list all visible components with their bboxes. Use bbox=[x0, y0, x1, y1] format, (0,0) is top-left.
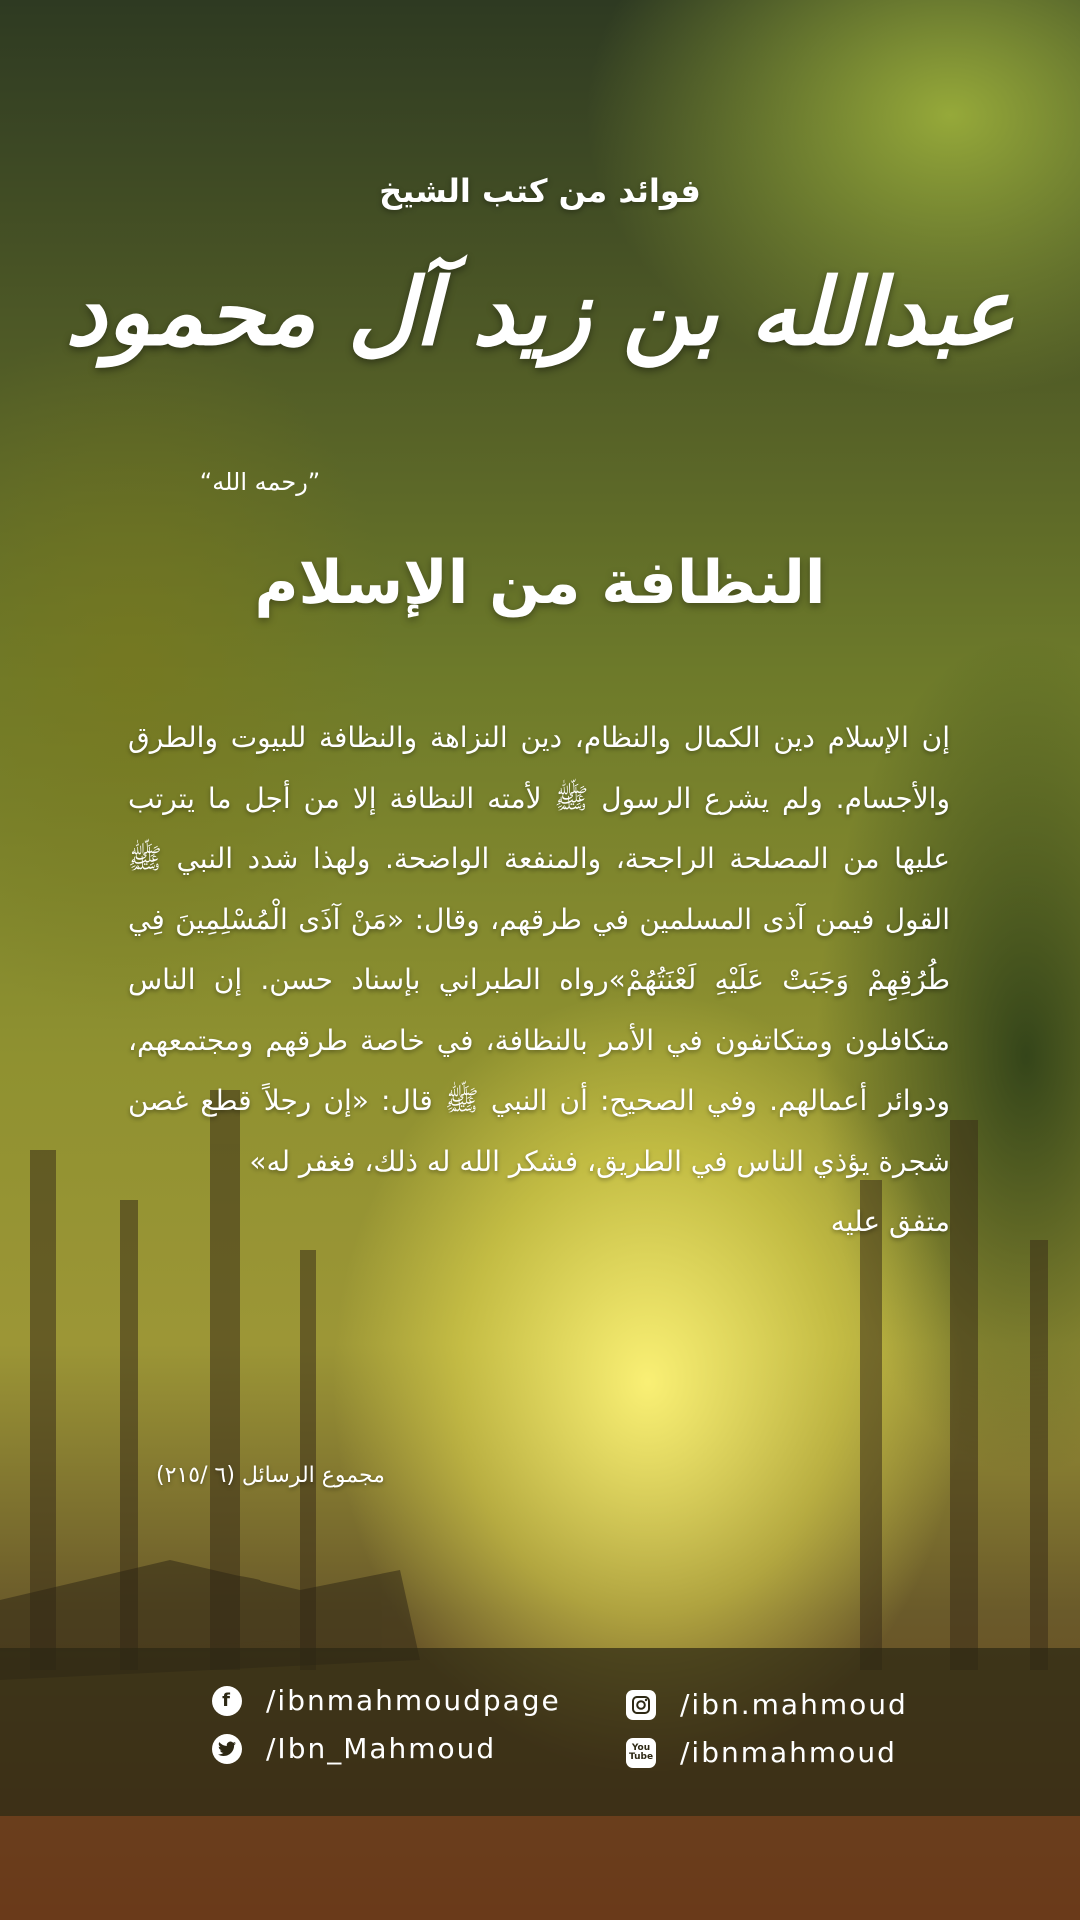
facebook-handle: /ibnmahmoudpage bbox=[266, 1684, 561, 1717]
youtube-icon: You Tube bbox=[626, 1738, 656, 1768]
twitter-icon bbox=[212, 1734, 242, 1764]
instagram-handle: /ibn.mahmoud bbox=[680, 1688, 908, 1721]
article-title: النظافة من الإسلام bbox=[254, 548, 826, 618]
article-body-text: إن الإسلام دين الكمال والنظام، دين النزاهة والنظافة للبيوت والطرق والأجسام. ولم يشرع الرسول ﷺ لأمته النظافة إلا من أجل ما يترتب عليها من المصلحة الراجحة، والمنفعة الواضحة. ولهذا شدد النبي ﷺ القول فيمن آذى المسلمين في طرقهم، وقال: «مَنْ آذَى الْمُسْلِمِينَ فِي طُرُقِهِمْ وَجَبَتْ عَلَيْهِ لَعْنَتُهُمْ»رواه الطبراني بإسناد حسن. إن الناس متكافلون ومتكاتفون في الأمر بالنظافة، في خاصة طرقهم ومجتمعهم، ودوائر أعمالهم. وفي الصحيح: أن النبي ﷺ قال: «إن رجلاً قطع غصن شجرة يؤذي الناس في الطريق، فشكر الله له ذلك، فغفر له» bbox=[128, 721, 950, 1178]
facebook-link[interactable] bbox=[212, 1684, 561, 1717]
honorific: ”رحمه الله“ bbox=[199, 468, 321, 496]
source-reference: مجموع الرسائل (٦ /٢١٥) bbox=[156, 1463, 385, 1488]
article-body bbox=[128, 708, 950, 1253]
instagram-icon bbox=[626, 1690, 656, 1720]
youtube-handle: /ibnmahmoud bbox=[680, 1736, 897, 1769]
attribution: متفق عليه bbox=[830, 1205, 950, 1238]
series-title: فوائد من كتب الشيخ bbox=[379, 172, 701, 210]
youtube-link[interactable] bbox=[626, 1736, 897, 1769]
sheikh-name-calligraphy: عبدالله بن زيد آل محمود bbox=[65, 258, 1015, 366]
facebook-icon: f bbox=[212, 1686, 242, 1716]
social-footer bbox=[0, 1648, 1080, 1816]
twitter-link[interactable] bbox=[212, 1732, 496, 1765]
instagram-link[interactable] bbox=[626, 1688, 908, 1721]
twitter-handle: /Ibn_Mahmoud bbox=[266, 1732, 497, 1765]
